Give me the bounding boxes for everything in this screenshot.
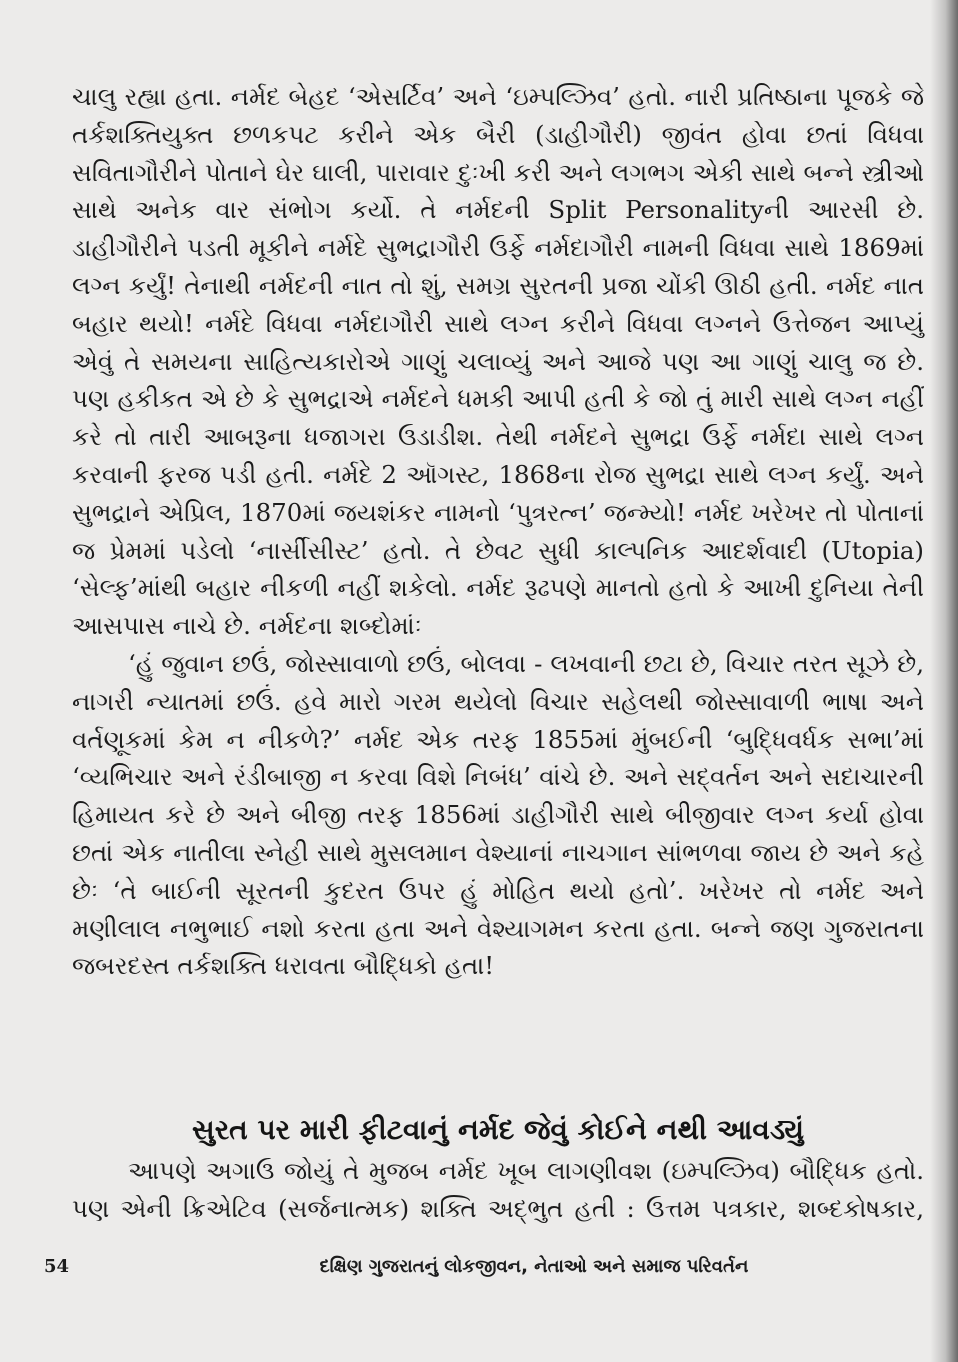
paragraph-2-quote: ‘હું જુવાન છઉં, જોસ્સાવાળો છઉં, બોલવા - લખવાની છટા છે, વિચાર તરત સૂઝે છે, નાગરી ન્યાતમાં છઉં. હવે મારો ગરમ થયેલો વિચાર સહેલથી જોસ્સાવાળી ભાષા અને વર્તણૂકમાં કેમ ન નીકળે?’ નર્મદ એક તરફ 1855માં મુંબઈની ‘બુદ્ધિવર્ધક સભા’માં ‘વ્યભિચાર અને રંડીબાજી ન કરવા વિશે નિબંધ’ વાંચે છે. અને સદ્‌વર્તન અને સદાચારની હિમાયત કરે છે અને બીજી તરફ 1856માં ડાહીગૌરી સાથે બીજીવાર લગ્ન કર્યા હોવા છતાં એક નાતીલા સ્નેહી સાથે મુસલમાન વેશ્યાનાં નાચગાન સાંભળવા જાય છે અને કહે છેઃ ‘તે બાઈની સૂરતની કુદરત ઉપર હું મોહિત થયો હતો’. ખરેખર તો નર્મદ અને મણીલાલ નભુભાઈ નશો કરતા હતા અને વેશ્યાગમન કરતા હતા. બન્ને જણ ગુજરાતના જબરદસ્ત તર્કશક્તિ ધરાવતા બૌદ્ધિકો હતા! (72, 648, 924, 981)
main-text-block (72, 78, 924, 985)
section-text-block (72, 1152, 924, 1228)
paragraph-1: ચાલુ રહ્યા હતા. નર્મદ બેહદ ‘એસર્ટિવ’ અને ‘ઇમ્પલ્ઝિવ’ હતો. નારી પ્રતિષ્ઠાના પૂજકે જે તર્કશક્તિયુક્ત છળકપટ કરીને એક બૈરી (ડાહીગૌરી) જીવંત હોવા છતાં વિધવા સવિતાગૌરીને પોતાને ઘેર ઘાલી, પારાવાર દુઃખી કરી અને લગભગ એકી સાથે બન્ને સ્ત્રીઓ સાથે અનેક વાર સંભોગ કર્યો. તે નર્મદની Split Personalityની આરસી છે. ડાહીગૌરીને પડતી મૂકીને નર્મદે સુભદ્રાગૌરી ઉર્ફે નર્મદાગૌરી નામની વિધવા સાથે 1869માં લગ્ન કર્યું! તેનાથી નર્મદની નાત તો શું, સમગ્ર સુરતની પ્રજા ચોંકી ઊઠી હતી. નર્મદ નાત બહાર થયો! નર્મદે વિધવા નર્મદાગૌરી સાથે લગ્ન કરીને વિધવા લગ્નને ઉત્તેજન આપ્યું એવું તે સમયના સાહિત્યકારોએ ગાણું ચલાવ્યું અને આજે પણ આ ગાણું ચાલુ જ છે. પણ હકીકત એ છે કે સુભદ્રાએ નર્મદને ધમકી આપી હતી કે જો તું મારી સાથે લગ્ન નહીં કરે તો તારી આબરૂના ધજાગરા ઉડાડીશ. તેથી નર્મદને સુભદ્રા ઉર્ફે નર્મદા સાથે લગ્ન કરવાની ફરજ પડી હતી. નર્મદે 2 ઑગસ્ટ, 1868ના રોજ સુભદ્રા સાથે લગ્ન કર્યું. અને સુભદ્રાને એપ્રિલ, 1870માં જયશંકર નામનો ‘પુત્રરત્ન’ જન્મ્યો! નર્મદ ખરેખર તો પોતાનાં જ પ્રેમમાં પડેલો ‘નાર્સીસીસ્ટ’ હતો. તે છેવટ સુધી કાલ્પનિક આદર્શવાદી (Utopia) ‘સેલ્ફ’માંથી બહાર નીકળી નહીં શકેલો. નર્મદ રૂઢપણે માનતો હતો કે આખી દુનિયા તેની આસપાસ નાચે છે. નર્મદના શબ્દોમાંઃ (72, 82, 924, 641)
running-title: દક્ષિણ ગુજરાતનું લોકજીવન, નેતાઓ અને સમાજ પરિવર્તન (319, 1256, 749, 1277)
spine-shadow (930, 0, 958, 1362)
section-paragraph: આપણે અગાઉ જોયું તે મુજબ નર્મદ ખૂબ લાગણીવશ (ઇમ્પલ્ઝિવ) બૌદ્ધિક હતો. પણ એની ક્રિએટિવ (સર્જનાત્મક) શક્તિ અદ્‌ભુત હતી : ઉત્તમ પત્રકાર, શબ્દકોષકાર, (72, 1156, 924, 1223)
section-heading: સુરત પર મારી ફીટવાનું નર્મદ જેવું કોઈને નથી આવડ્યું (192, 1113, 804, 1146)
page-footer (44, 1256, 924, 1286)
page-number: 54 (44, 1256, 70, 1277)
